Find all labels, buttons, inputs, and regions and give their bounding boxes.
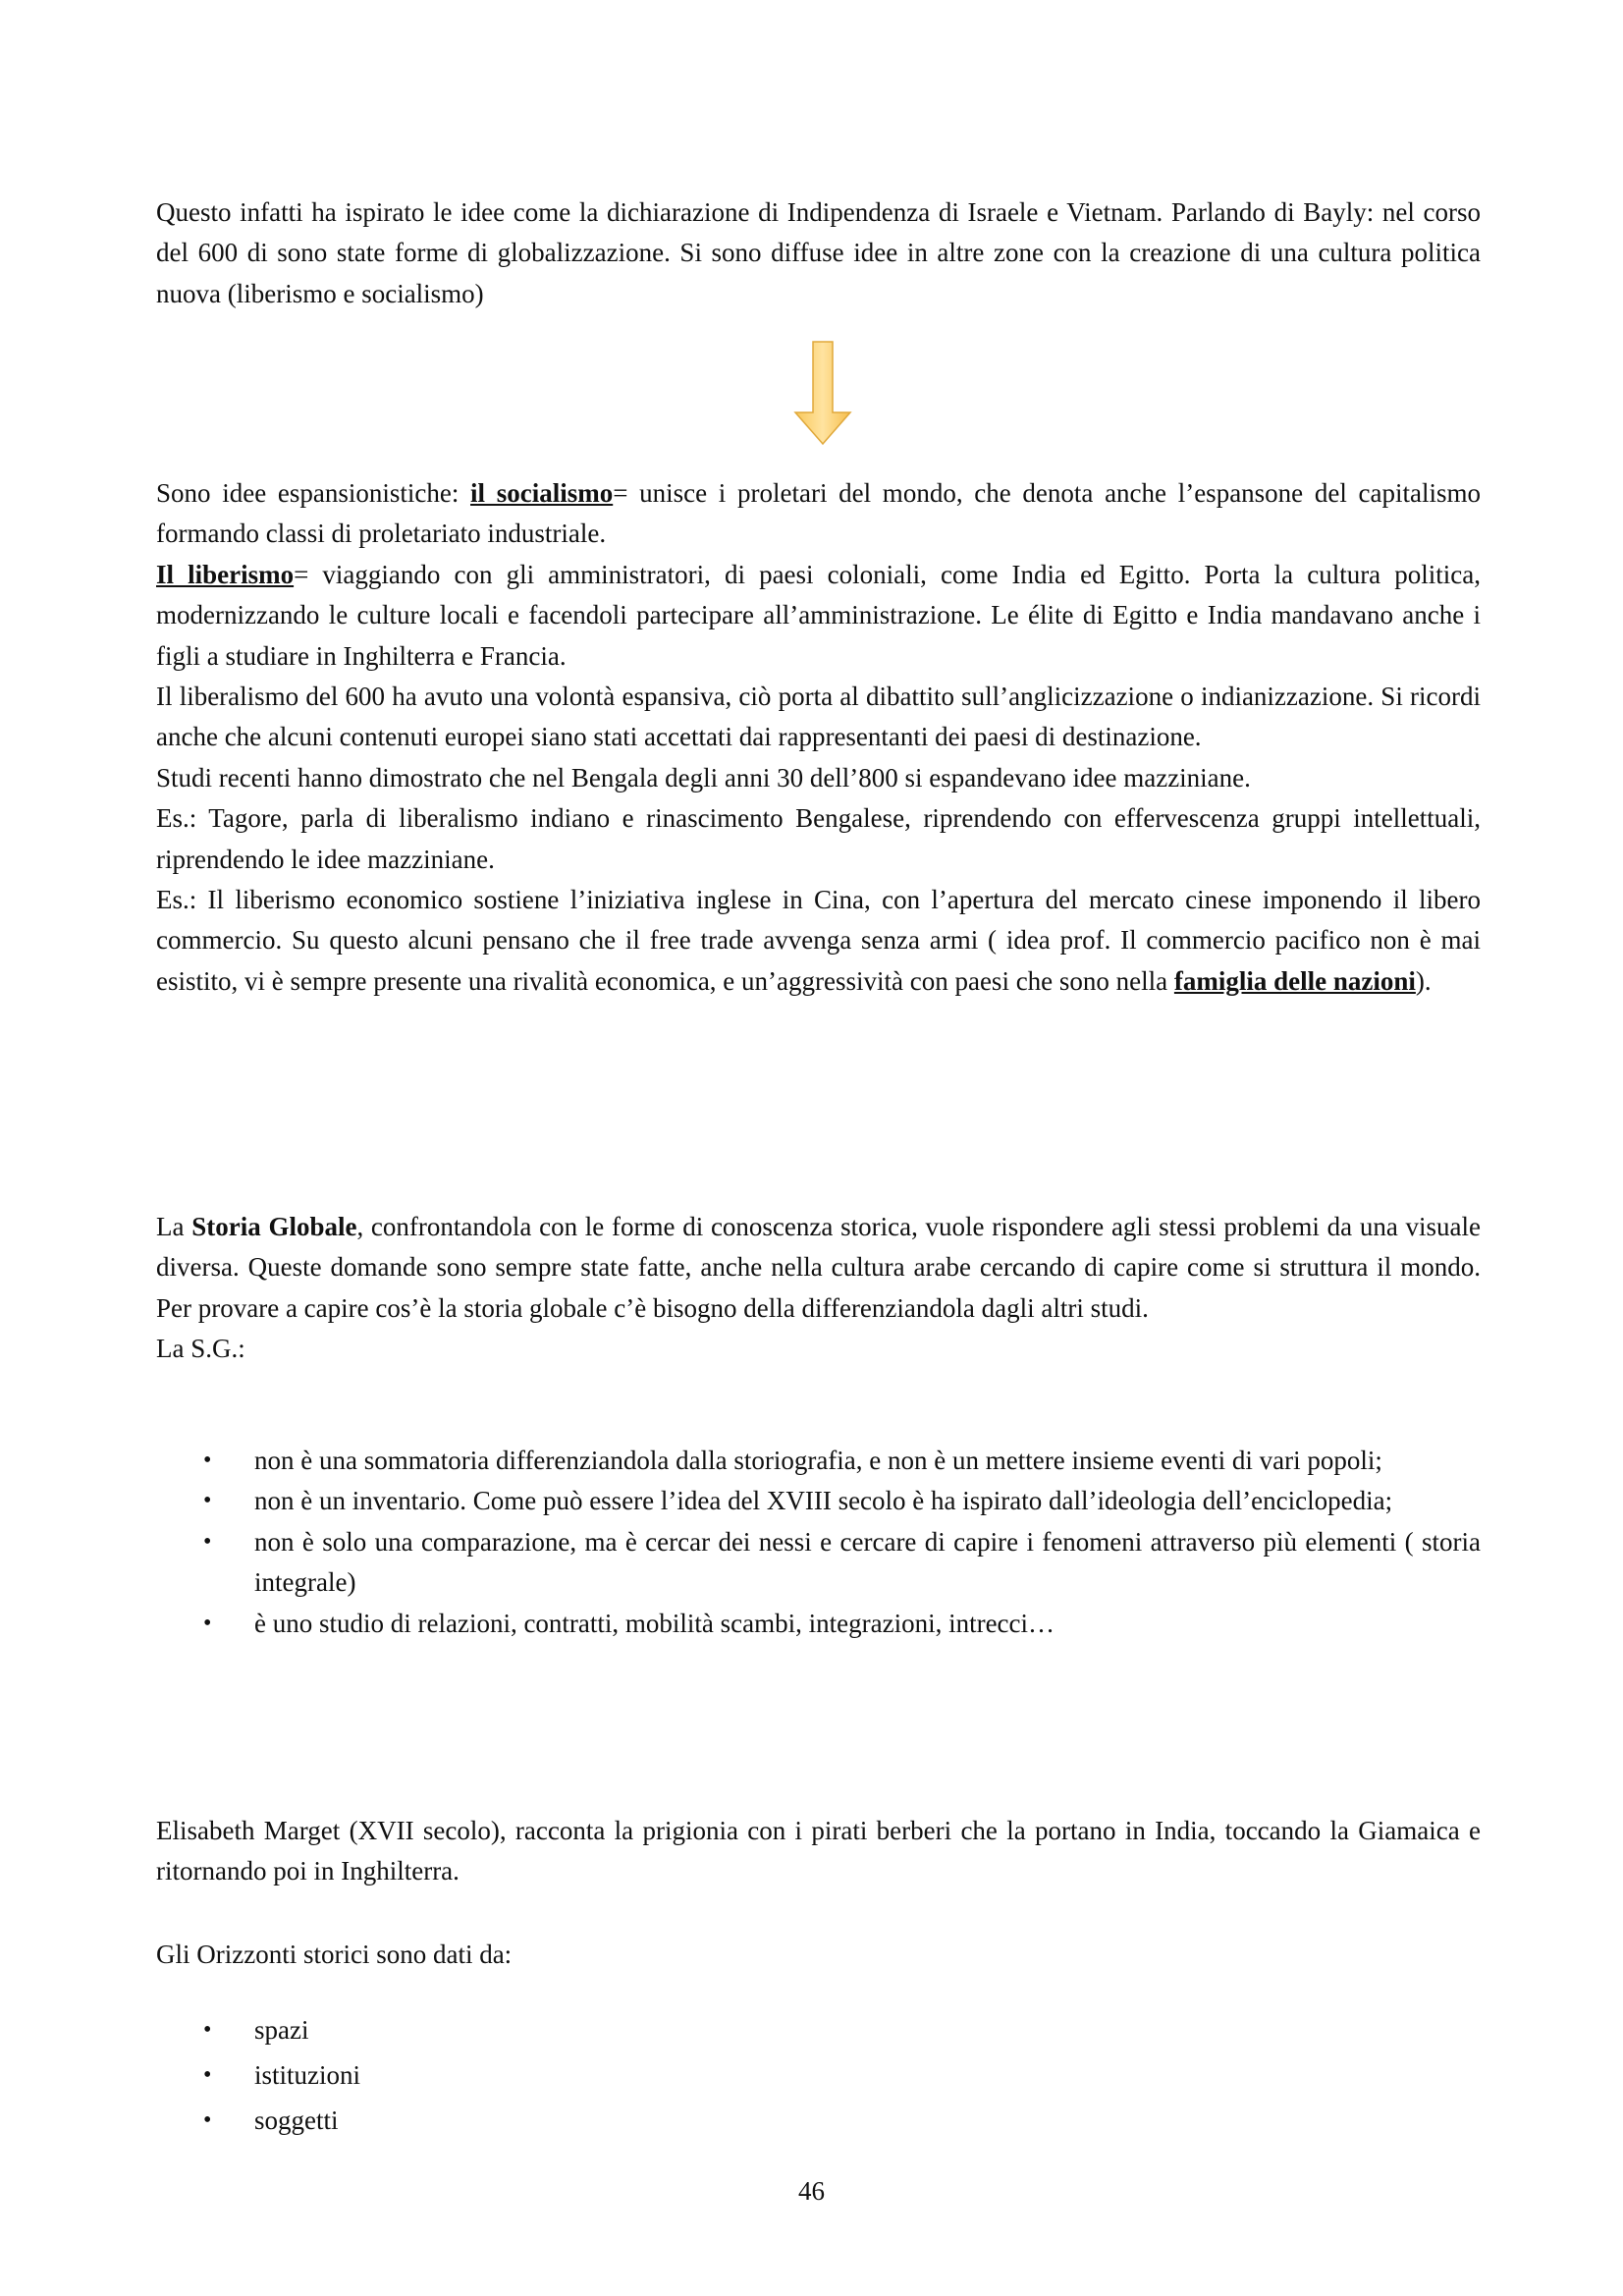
text: , confrontandola con le forme di conoscenza storica, vuole rispondere agli stessi problemi da una visuale diversa. Queste domande sono sempre state fatte, anche nella cultura arabe cercando di capire come si struttura il mondo. Per provare a capire cos’è la storia globale c’è bisogno della differenziandola dagli altri studi. xyxy=(156,1212,1482,1323)
bullet-list-sg xyxy=(156,1441,1481,1644)
bullet-icon: • xyxy=(203,1528,212,1555)
bullet-icon: • xyxy=(203,2107,212,2133)
paragraph-ideas xyxy=(156,473,1481,1002)
list-item xyxy=(156,1604,1481,1644)
bullet-icon: • xyxy=(203,2017,212,2043)
list-item xyxy=(156,2052,1481,2098)
term-socialism: il socialismo xyxy=(470,478,614,508)
socialism-line xyxy=(156,473,1481,555)
paragraph-text: Questo infatti ha ispirato le idee come la dichiarazione di Indipendenza di Israele e Vietnam. Parlando di Bayly: nel corso del 600 di sono state forme di globalizzazione. Si sono diffuse idee in altre zone con la creazione di una cultura politica nuova (liberismo e socialismo) xyxy=(156,197,1481,308)
list-item-text: soggetti xyxy=(254,2105,339,2135)
bullet-icon: • xyxy=(203,1610,212,1636)
text: La xyxy=(156,1212,192,1241)
liberism-line xyxy=(156,555,1481,677)
paragraph-marget xyxy=(156,1811,1481,1892)
term-liberism: Il liberismo xyxy=(156,559,295,589)
term-storia-globale: Storia Globale xyxy=(191,1212,357,1241)
list-item-text: non è una sommatoria differenziandola dalla storiografia, e non è un mettere insieme eventi di vari popoli; xyxy=(254,1446,1382,1475)
list-item xyxy=(156,1441,1481,1481)
bullet-icon: • xyxy=(203,1448,212,1473)
paragraph-text xyxy=(156,880,1481,1002)
paragraph-text xyxy=(156,1207,1481,1329)
bullet-icon: • xyxy=(203,2062,212,2088)
paragraph-orizzonti xyxy=(156,1935,1481,1975)
text: = viaggiando con gli amministratori, di paesi coloniali, come India ed Egitto. Porta la cultura politica, modernizzando le culture locali e facendoli partecipare all’amministrazione. Le élite di Egitto e India mandavano anche i figli a studiare in Inghilterra e Francia. xyxy=(156,559,1481,671)
paragraph-intro xyxy=(156,192,1481,314)
paragraph-text: Studi recenti hanno dimostrato che nel Bengala degli anni 30 dell’800 si espandevano idee mazziniane. xyxy=(156,762,1251,793)
list-item-text: spazi xyxy=(254,2015,309,2045)
page-number: 46 xyxy=(798,2176,825,2206)
list-item xyxy=(156,2007,1481,2052)
paragraph-text: Il liberalismo del 600 ha avuto una volontà espansiva, ciò porta al dibattito sull’anglicizzazione o indianizzazione. Si ricordi anche che alcuni contenuti europei siano stati accettati dai rappresentanti dei paesi di destinazione. xyxy=(156,682,1481,752)
list-item-text: non è un inventario. Come può essere l’idea del XVIII secolo è ha ispirato dall’ideologia dell’enciclopedia; xyxy=(254,1486,1393,1516)
paragraph-text: Gli Orizzonti storici sono dati da: xyxy=(156,1940,513,1969)
term-famiglia-nazioni: famiglia delle nazioni xyxy=(1173,965,1416,996)
list-item xyxy=(156,1481,1481,1521)
paragraph-storia-globale xyxy=(156,1207,1481,1370)
paragraph-text: Elisabeth Marget (XVII secolo), racconta la prigionia con i pirati berberi che la portano in India, toccando la Giamaica e ritornando poi in Inghilterra. xyxy=(156,1816,1481,1886)
paragraph-text: La S.G.: xyxy=(156,1334,245,1364)
text: = unisce i proletari del mondo, che denota anche l’espansone del capitalismo formando classi di proletariato industriale. xyxy=(156,478,1481,549)
list-item-text: istituzioni xyxy=(254,2060,360,2090)
text: ). xyxy=(1415,965,1432,996)
text: Es.: Il liberismo economico sostiene l’iniziativa inglese in Cina, con l’apertura del mercato cinese imponendo il libero commercio. Su questo alcuni pensano che il free trade avvenga senza armi ( idea prof. Il commercio pacifico non è mai esistito, vi è sempre presente una rivalità economica, e un’aggressività con paesi che sono nella xyxy=(156,885,1481,996)
paragraph-text: Es.: Tagore, parla di liberalismo indiano e rinascimento Bengalese, riprendendo con effervescenza gruppi intellettuali, riprendendo le idee mazziniane. xyxy=(156,803,1481,874)
list-item xyxy=(156,2098,1481,2143)
down-arrow-icon xyxy=(791,340,854,448)
bullet-icon: • xyxy=(203,1488,212,1514)
list-item-text: è uno studio di relazioni, contratti, mobilità scambi, integrazioni, intrecci… xyxy=(254,1608,1055,1638)
bullet-list-orizzonti xyxy=(156,2007,1481,2143)
list-item xyxy=(156,1522,1481,1604)
text: Sono idee espansionistiche: xyxy=(156,478,471,508)
list-item-text: non è solo una comparazione, ma è cercar dei nessi e cercare di capire i fenomeni attraverso più elementi ( storia integrale) xyxy=(254,1526,1481,1598)
